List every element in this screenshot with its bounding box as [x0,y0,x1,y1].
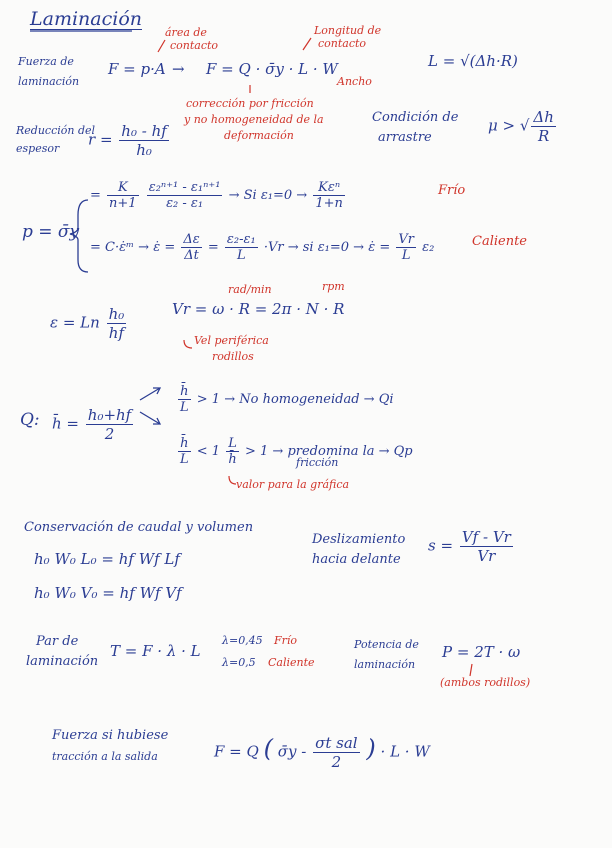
slip-label-1: Deslizamiento [312,532,406,547]
power-label-2: laminación [354,658,416,671]
longitud-note-2: contacto [318,37,367,50]
arrastre-label-2: arrastre [378,130,432,145]
velocity-note-1: Vel periférica [194,334,269,347]
fuerza-label-1: Fuerza de [18,55,74,68]
hot-label: Caliente [472,234,527,249]
power-label-1: Potencia de [354,638,419,651]
page-title: Laminación [30,8,142,30]
area-note-1: área de [165,26,207,39]
torque-equation: T = F · λ · L [110,642,201,660]
reduccion-label-2: espesor [16,142,60,155]
rpm-note: rpm [322,280,345,293]
q-case-friction: $\frac{h̄}{L}$ < 1 $\frac{L}{h̄}$ > 1 → predomina la → Qp [180,436,413,467]
cold-pressure-equation: = $\frac{K}{n+1}$ $\frac{\text{ε₂ⁿ⁺¹ - ε₁ⁿ⁺¹}}{\text{ε₂ - ε₁}}$ → Si ε₁=0 → $\frac{\text{Kεⁿ}}{1+n}$ [90,180,343,211]
cold-label: Frío [438,183,466,198]
hot-pressure-equation: = C·ε̇ᵐ → ε̇ = $\frac{\Delta\varepsilon}{\Delta t}$ = $\frac{\text{ε₂-ε₁}}{L}$ ·Vr → si ε₁=0 → ε̇ = $\frac{Vr}{L}$ ε₂ [90,232,435,263]
fuerza-label-2: laminación [18,75,80,88]
correction-note-1: corrección por fricción [186,97,314,110]
longitud-note-1: Longitud de [314,24,382,37]
pressure-lhs: p = σ̄y [22,222,80,242]
tension-force-equation: F = Q ( σ̄y - $\frac{\text{σt sal}}{2}$ ) · L · W [214,734,430,771]
tension-label-1: Fuerza si hubiese [52,728,169,743]
friction-condition-equation: μ > √ $\frac{\Delta h}{R}$ [488,108,554,145]
roll-velocity-equation: Vr = ω · R = 2π · N · R [172,300,345,318]
q-case-inhomogeneity: $\frac{h̄}{L}$ > 1 → No homogeneidad → Qi [180,384,394,415]
conservation-label: Conservación de caudal y volumen [24,520,254,535]
force-equation-full: F = Q · σ̄y · L · W [206,60,338,78]
torque-label-1: Par de [36,634,79,649]
both-rolls-note: (ambos rodillos) [440,676,531,689]
arrastre-label-1: Condición de [372,110,459,125]
torque-label-2: laminación [26,654,99,669]
rads-note: rad/min [228,283,272,296]
slip-label-2: hacia delante [312,552,401,567]
area-note-2: contacto [170,39,219,52]
power-equation: P = 2T · ω [442,643,521,661]
friccion-word: fricción [296,456,339,469]
correction-note-2: y no homogeneidad de la [184,113,324,126]
lambda-hot: λ=0,5 [222,656,256,669]
reduccion-label-1: Reducción del [16,124,96,137]
velocity-note-2: rodillos [212,350,254,363]
forward-slip-equation: s = $\frac{Vf - Vr}{Vr}$ [428,528,511,565]
q-label: Q: [20,410,40,430]
graph-value-note: valor para la gráfica [236,478,350,491]
flow-conservation-equation: h₀ W₀ V₀ = hf Wf Vf [34,584,182,602]
mean-thickness-equation: h̄ = $\frac{\text{h₀+hf}}{2}$ [52,406,132,443]
reduction-equation: r = $\frac{\text{h₀ - hf}}{\text{h₀}}$ [88,122,167,159]
volume-conservation-equation: h₀ W₀ L₀ = hf Wf Lf [34,550,180,568]
lambda-hot-note: Caliente [268,656,315,669]
strain-equation: ε = Ln $\frac{\text{h₀}}{hf}$ [50,305,125,342]
correction-note-3: deformación [224,129,294,142]
arrow-icon: → [172,60,185,78]
contact-length-equation: L = √(Δh·R) [428,52,518,70]
tension-label-2: tracción a la salida [52,750,158,763]
ancho-note: Ancho [337,75,372,88]
lambda-cold-note: Frío [274,634,298,647]
lambda-cold: λ=0,45 [222,634,263,647]
force-equation-basic: F = p·A [108,60,166,78]
